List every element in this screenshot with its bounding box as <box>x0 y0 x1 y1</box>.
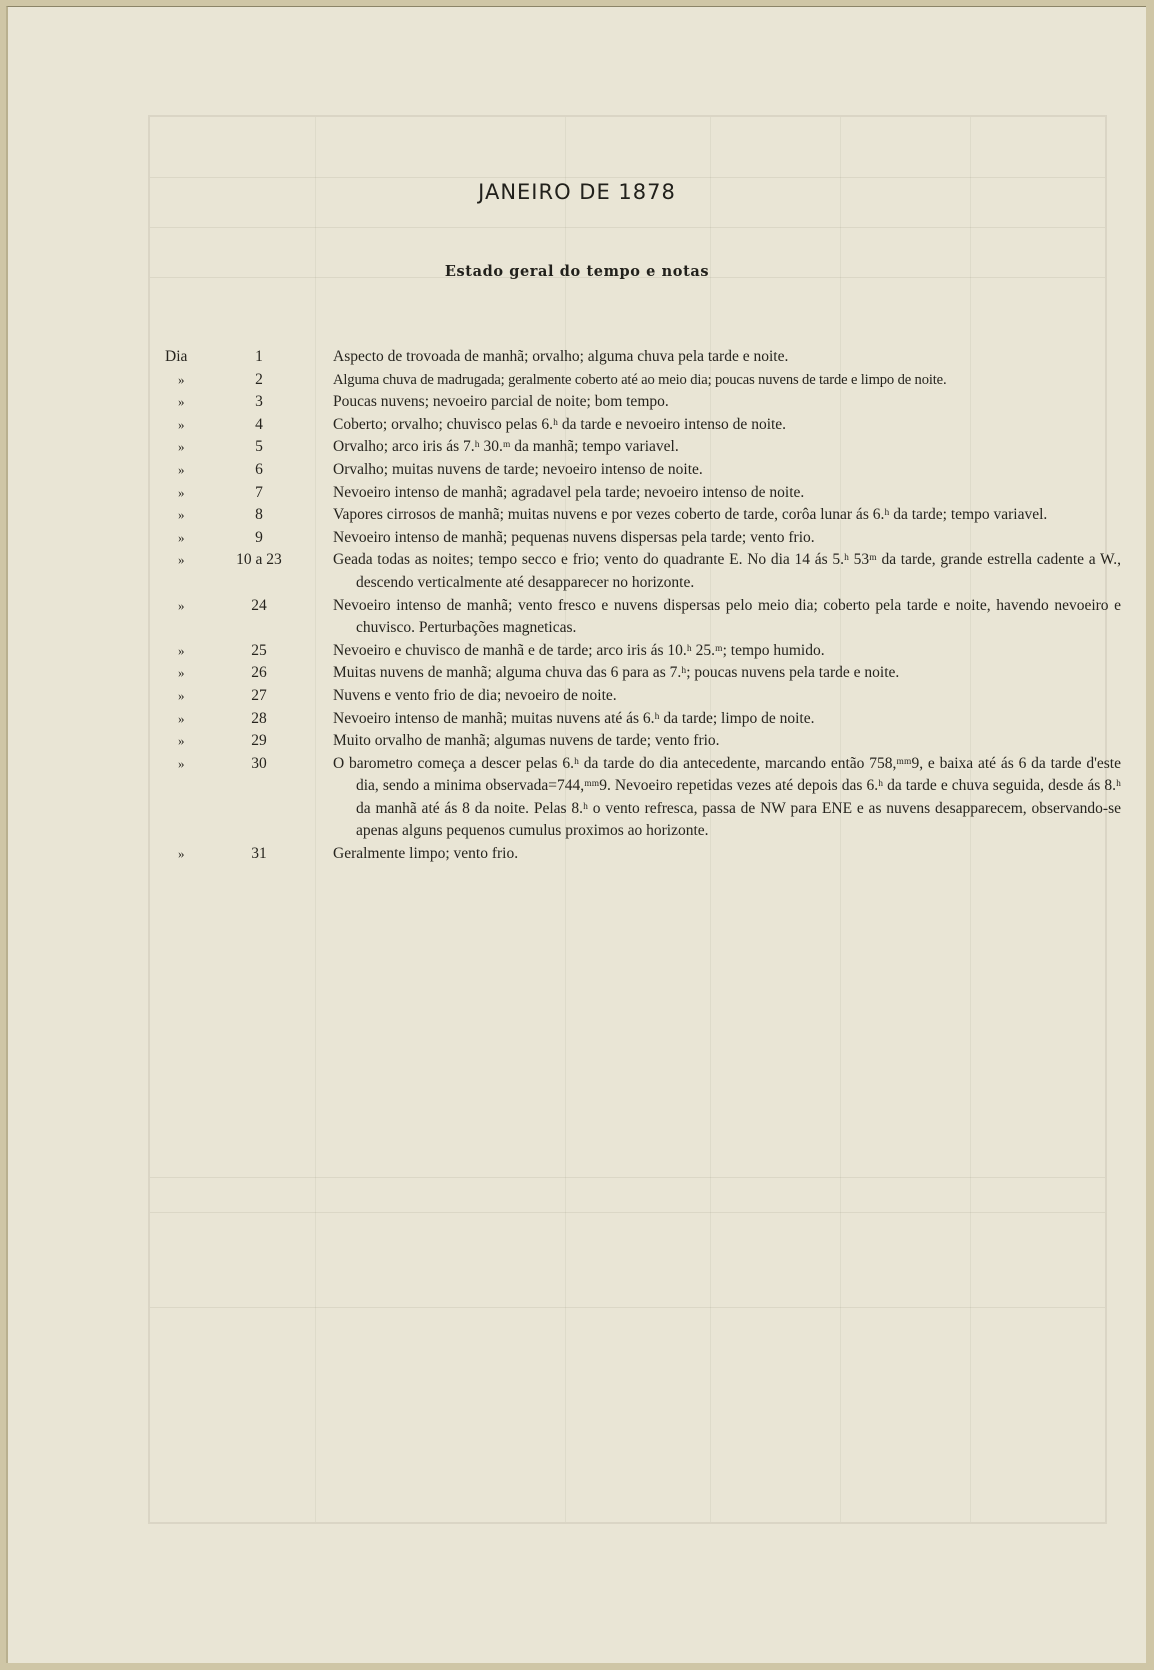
ditto-mark: » <box>178 846 185 862</box>
entry-day: 24 <box>251 596 267 614</box>
ditto-mark: » <box>178 687 185 703</box>
ditto-mark: » <box>178 439 185 455</box>
entry-row <box>0 730 1154 753</box>
entry-text: Orvalho; arco iris ás 7.ʰ 30.ᵐ da manhã; tempo variavel. <box>333 438 679 456</box>
entry-day: 7 <box>255 483 263 501</box>
entry-row <box>0 708 1154 731</box>
ditto-mark: » <box>178 710 185 726</box>
entry-text: Poucas nuvens; nevoeiro parcial de noite; bom tempo. <box>333 393 669 411</box>
ditto-mark: » <box>178 597 185 613</box>
entry-row <box>0 346 1154 369</box>
ditto-mark: » <box>178 552 185 568</box>
entry-text: Alguma chuva de madrugada; geralmente coberto até ao meio dia; poucas nuvens de tarde e limpo de noite. <box>333 371 947 388</box>
weather-notes-list <box>0 346 1154 866</box>
entry-row <box>0 843 1154 866</box>
ditto-mark: » <box>178 665 185 681</box>
entry-day: 4 <box>255 415 263 433</box>
entry-text: Muitas nuvens de manhã; alguma chuva das 6 para as 7.ʰ; poucas nuvens pela tarde e noite. <box>333 664 900 682</box>
entry-day: 9 <box>255 528 263 546</box>
entry-day: 2 <box>255 370 263 388</box>
entry-day: 30 <box>251 754 267 772</box>
ditto-mark: » <box>178 461 185 477</box>
entry-day: 3 <box>255 393 263 411</box>
entry-row <box>0 753 1154 843</box>
ditto-mark: » <box>178 755 185 771</box>
entry-day: 29 <box>251 732 267 750</box>
entry-day: 5 <box>255 438 263 456</box>
entry-row <box>0 685 1154 708</box>
entry-day: 27 <box>251 686 267 704</box>
entry-day: 8 <box>255 506 263 524</box>
entry-row <box>0 640 1154 663</box>
entry-row <box>0 436 1154 459</box>
entry-row <box>0 527 1154 550</box>
entry-text: Aspecto de trovoada de manhã; orvalho; alguma chuva pela tarde e noite. <box>333 348 789 365</box>
entry-row <box>0 414 1154 437</box>
entry-row <box>0 459 1154 482</box>
entry-day: 28 <box>251 709 267 727</box>
ditto-mark: » <box>178 416 185 432</box>
ditto-mark: » <box>178 642 185 658</box>
entry-text: Orvalho; muitas nuvens de tarde; nevoeiro intenso de noite. <box>333 460 703 478</box>
entry-text: Nevoeiro intenso de manhã; muitas nuvens até ás 6.ʰ da tarde; limpo de noite. <box>333 709 815 727</box>
entry-text: Geralmente limpo; vento frio. <box>333 845 519 863</box>
section-subtitle: Estado geral do tempo e notas <box>444 263 710 280</box>
dia-label: Dia <box>165 348 188 365</box>
entry-text: Nevoeiro intenso de manhã; vento fresco e nuvens dispersas pelo meio dia; coberto pela tarde e noite, havendo nevoeiro e chuvisco. Perturbações magneticas. <box>333 596 1121 637</box>
entry-text: Nevoeiro intenso de manhã; agradavel pela tarde; nevoeiro intenso de noite. <box>333 483 805 501</box>
entry-day: 26 <box>251 664 267 682</box>
ditto-mark: » <box>178 484 185 500</box>
entry-text: O barometro começa a descer pelas 6.ʰ da tarde do dia antecedente, marcando então 758,ᵐᵐ9, e baixa até ás 6 da tarde d'este dia, sendo a minima observada=744,ᵐᵐ9. Nevoeiro repetidas vezes até depois das 6.ʰ da tarde e chuva seguida, desde ás 8.ʰ da manhã até ás 8 da noite. Pelas 8.ʰ o vento refresca, passa de NW para ENE e as nuvens desapparecem, observando-se apenas alguns pequenos cumulus proximos ao horizonte. <box>333 754 1121 840</box>
entry-day: 6 <box>255 460 263 478</box>
entry-row <box>0 595 1154 640</box>
ditto-mark: » <box>178 733 185 749</box>
entry-text: Vapores cirrosos de manhã; muitas nuvens e por vezes coberto de tarde, corôa lunar ás 6.ʰ da tarde; tempo variavel. <box>333 506 1048 524</box>
entry-row <box>0 391 1154 414</box>
ditto-mark: » <box>178 529 185 545</box>
ditto-mark: » <box>178 371 185 387</box>
entry-text: Nevoeiro e chuvisco de manhã e de tarde; arco iris ás 10.ʰ 25.ᵐ; tempo humido. <box>333 641 825 659</box>
entry-day: 25 <box>251 641 267 659</box>
entry-row <box>0 549 1154 594</box>
entry-text: Nevoeiro intenso de manhã; pequenas nuvens dispersas pela tarde; vento frio. <box>333 528 815 546</box>
page-title: JANEIRO DE 1878 <box>478 180 676 204</box>
entry-text: Muito orvalho de manhã; algumas nuvens de tarde; vento frio. <box>333 732 720 750</box>
ditto-mark: » <box>178 394 185 410</box>
ditto-mark: » <box>178 507 185 523</box>
entry-text: Coberto; orvalho; chuvisco pelas 6.ʰ da tarde e nevoeiro intenso de noite. <box>333 415 787 433</box>
entry-text: Nuvens e vento frio de dia; nevoeiro de noite. <box>333 686 617 704</box>
entry-row <box>0 369 1154 392</box>
entry-row <box>0 662 1154 685</box>
entry-row <box>0 504 1154 527</box>
entry-day: 1 <box>255 348 263 365</box>
entry-day: 10 a 23 <box>236 551 282 569</box>
entry-row <box>0 482 1154 505</box>
entry-day: 31 <box>251 845 267 863</box>
entry-text: Geada todas as noites; tempo secco e frio; vento do quadrante E. No dia 14 ás 5.ʰ 53ᵐ da tarde, grande estrella cadente a W., descendo verticalmente até desapparecer no horizonte. <box>333 551 1121 591</box>
